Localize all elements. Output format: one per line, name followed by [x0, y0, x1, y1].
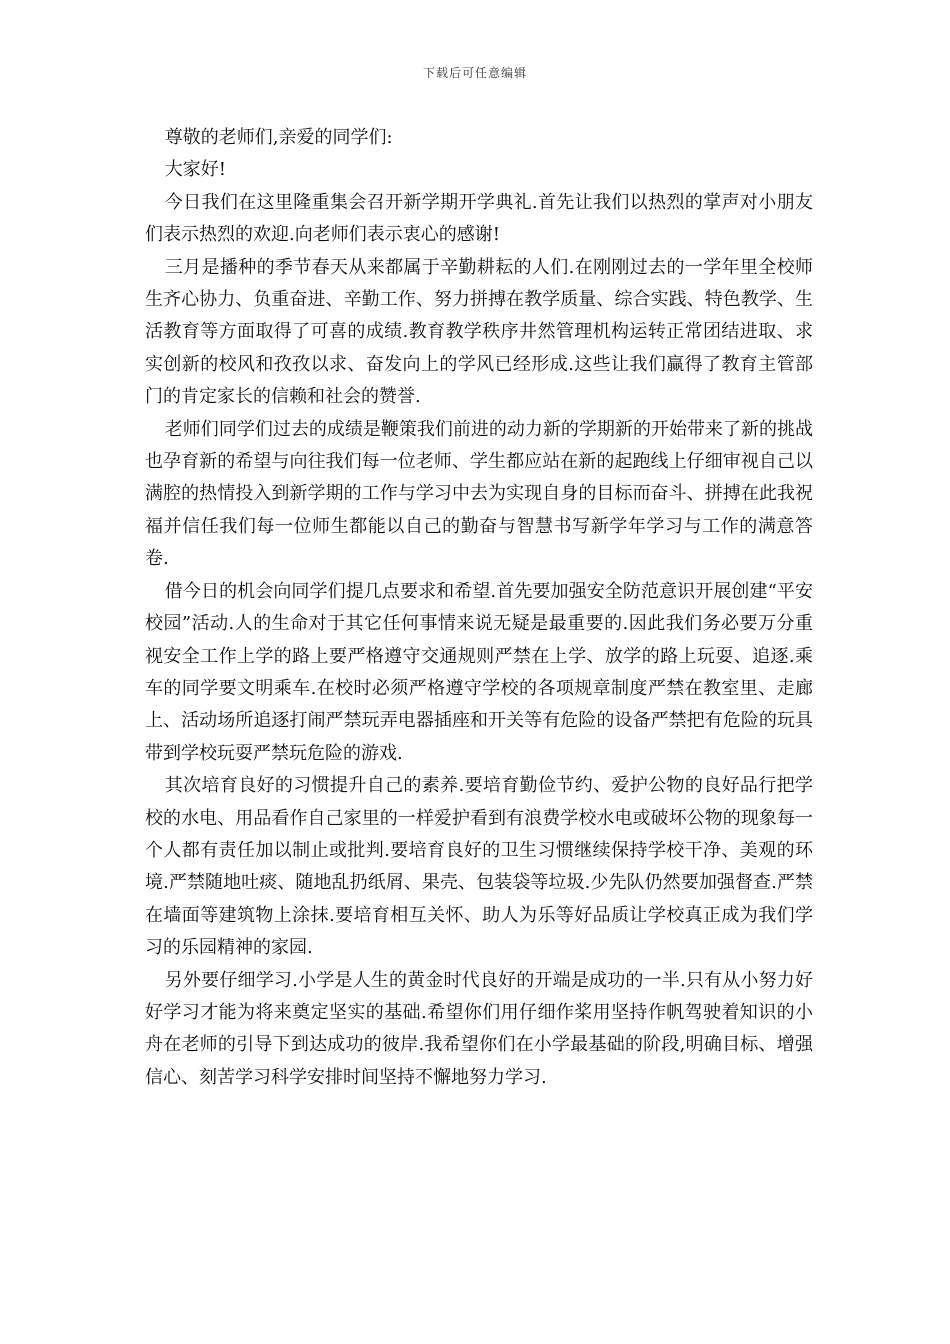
- salutation: 尊敬的老师们,亲爱的同学们:: [164, 127, 393, 148]
- paragraph-safety: 借今日的机会向同学们提几点要求和希望.首先要加强安全防范意识开展创建“平安校园”活动.人的生命对于其它任何事情来说无疑是最重要的.因此我们务必要万分重视安全工作上学的路上要严格遵守交通规则严禁在上学、放学的路上玩耍、追逐.乘车的同学要文明乘车.在校时必须严格遵守学校的各项规章制度严禁在教室里、走廊上、活动场所追逐打闹严禁玩弄电器插座和开关等有危险的设备严禁把有危险的玩具带到学校玩耍严禁玩危险的游戏.: [145, 580, 813, 764]
- paragraph-habits: 其次培育良好的习惯提升自己的素养.要培育勤俭节约、爱护公物的良好品行把学校的水电、用品看作自己家里的一样爱护看到有浪费学校水电或破坏公物的现象每一个人都有责任加以制止或批判.要培育良好的卫生习惯继续保持学校干净、美观的环境.严禁随地吐痰、随地乱扔纸屑、果壳、包装袋等垃圾.少先队仍然要加强督查.严禁在墙面等建筑物上涂抹.要培育相互关怀、助人为乐等好品质让学校真正成为我们学习的乐园精神的家园.: [145, 775, 813, 959]
- greeting: 大家好!: [164, 159, 227, 181]
- paragraph-achievements: 三月是播种的季节春天从来都属于辛勤耕耘的人们.在刚刚过去的一学年里全校师生齐心协力、负重奋进、辛勤工作、努力拼搏在教学质量、综合实践、特色教学、生活教育等方面取得了可喜的成绩.教育教学秩序井然管理机构运转正常团结进取、求实创新的校风和孜孜以求、奋发向上的学风已经形成.这些让我们赢得了教育主管部门的肯定家长的信赖和社会的赞誉.: [145, 256, 813, 408]
- page-header: 下载后可任意编辑: [422, 66, 527, 80]
- paragraph-new-semester: 老师们同学们过去的成绩是鞭策我们前进的动力新的学期新的开始带来了新的挑战也孕育新的希望与向往我们每一位老师、学生都应站在新的起跑线上仔细审视自己以满腔的热情投入到新学期的工作与学习中去为实现自身的目标而奋斗、拼搏在此我祝福并信任我们每一位师生都能以自己的勤奋与智慧书写新学年学习与工作的满意答卷.: [145, 418, 813, 570]
- paragraph-study: 另外要仔细学习.小学是人生的黄金时代良好的开端是成功的一半.只有从小努力好好学习才能为将来奠定坚实的基础.希望你们用仔细作桨用坚持作帆驾驶着知识的小舟在老师的引导下到达成功的彼岸.我希望你们在小学最基础的阶段,明确目标、增强信心、刻苦学习科学安排时间坚持不懈地努力学习.: [145, 969, 813, 1088]
- paragraph-opening: 今日我们在这里隆重集会召开新学期开学典礼.首先让我们以热烈的掌声对小朋友们表示热烈的欢迎.向老师们表示衷心的感谢!: [145, 191, 813, 246]
- document-body: [145, 122, 813, 1094]
